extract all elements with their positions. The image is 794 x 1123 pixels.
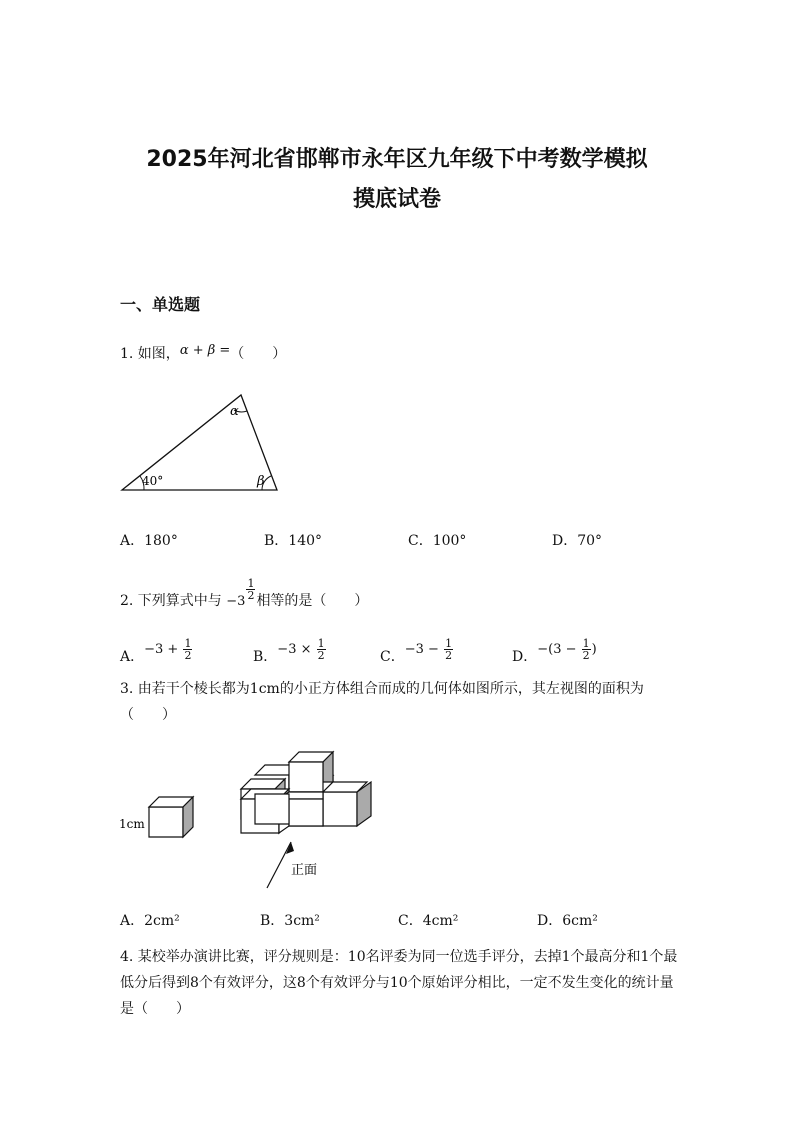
angle-alpha-label: α [230,404,239,419]
title-line-2: 摸底试卷 [352,187,441,212]
cube-size-label: 1cm [119,817,145,831]
q3-option-d[interactable]: D．6cm² [537,913,598,929]
title-line-1: 2025年河北省邯郸市永年区九年级下中考数学模拟 [146,147,648,172]
question-3-stem: 3. 由若干个棱长都为1cm的小正方体组合而成的几何体如图所示，其左视图的面积为（ ） [120,681,644,723]
cubes-figure [115,742,385,892]
question-4-stem: 4. 某校举办演讲比赛，评分规则是：10名评委为同一位选手评分，去掉1个最高分和1个最低分后得到8个有效评分，这8个有效评分与10个原始评分相比，一定不发生变化的统计量是（ ） [120,949,678,1017]
q1-option-d[interactable]: D．70° [552,533,603,549]
q2-stem-post: 相等的是（ ） [256,593,369,609]
q1-paren: （ ） [230,346,287,362]
q1-number-text: 1. 如图， [120,346,180,362]
question-1-stem [120,338,286,367]
section-heading: 一、单选题 [120,295,201,314]
q2-stem-pre: 2. 下列算式中与 [120,593,222,609]
front-view-label: 正面 [291,863,318,878]
q2-option-c[interactable]: C．−3 − $\frac{1}{2}$ [380,637,453,665]
q2-value: −3 $\frac{1}{2}$ [226,577,255,609]
q1-option-b[interactable]: B．140° [264,533,323,549]
exam-title [0,140,794,220]
q3-option-c[interactable]: C．4cm² [398,913,459,929]
angle-40-label: 40° [142,474,164,488]
q1-expression: α + β = [179,343,231,358]
q2-option-d[interactable]: D．−(3 − $\frac{1}{2}$ ) [512,637,597,665]
q3-option-a[interactable]: A．2cm² [120,913,180,929]
q1-option-c[interactable]: C．100° [408,533,467,549]
q2-option-a[interactable]: A．−3 + $\frac{1}{2}$ [120,637,192,665]
angle-beta-label: β [257,474,265,489]
triangle-figure [112,386,292,498]
q3-option-b[interactable]: B．3cm² [260,913,320,929]
unit-cube [149,797,193,837]
q2-option-b[interactable]: B．−3 × $\frac{1}{2}$ [253,637,325,665]
cube-cluster [241,752,371,833]
q1-option-a[interactable]: A．180° [120,533,178,549]
question-2-stem [120,578,368,615]
